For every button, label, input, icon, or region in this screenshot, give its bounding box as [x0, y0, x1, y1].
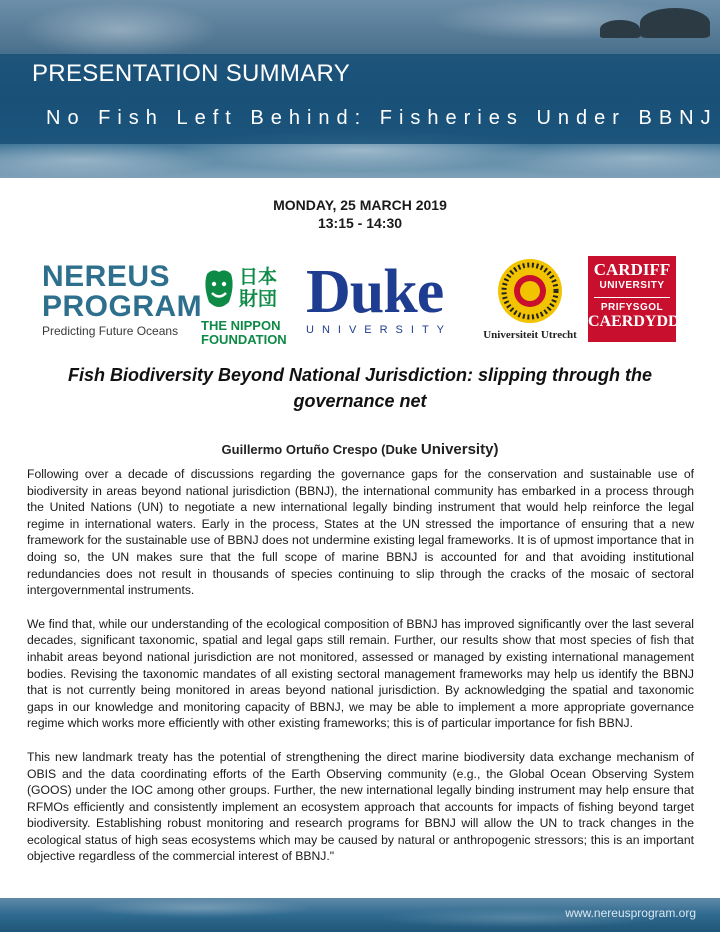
nereus-line1: NEREUS [42, 260, 171, 293]
event-datetime [0, 196, 720, 232]
cardiff-line4: CAERDYDD [588, 313, 680, 330]
rock-shape [640, 8, 710, 38]
cardiff-university-logo [588, 256, 680, 342]
author-name: Guillermo Ortuño Crespo (Duke [221, 442, 421, 457]
rock-shape [600, 20, 640, 38]
cardiff-line1: CARDIFF [593, 260, 671, 279]
utrecht-sun-emblem-icon [497, 258, 563, 324]
nereus-tagline: Predicting Future Oceans [42, 324, 179, 338]
body-paragraph: This new landmark treaty has the potential of strengthening the direct marine biodiversity data exchange mechanism of OBIS and the data coordinating efforts of the Earth Observing community (e.g., the Global Ocean Observing System (GOOS) under the IOC among other groups. Further, the new international legally binding instrument may help ensure that RFMOs efficiently and consistently implement an ecosystem approach that accounts for impacts of fishing beyond target biodiversity. Establishing robust monitoring and research programs for BBNJ will allow the UN to track changes in the ecological status of high seas ecosystems which may be caused by natural or anthropogenic stressors; this is an important objective regardless of the commercial interest of BBNJ." [27, 749, 694, 864]
nippon-kanji: 日本 財団 [239, 266, 278, 310]
article-title: Fish Biodiversity Beyond National Jurisdiction: slipping through the governance net [67, 365, 653, 411]
page-subtitle: No Fish Left Behind: Fisheries Under BBNJ [46, 107, 718, 129]
article-author [0, 441, 720, 458]
nippon-line1: THE NIPPON [201, 318, 281, 333]
body-paragraph: Following over a decade of discussions regarding the governance gaps for the conservation and sustainable use of biodiversity in areas beyond national jurisdiction (BBNJ), the international community has embarked in a process through the United Nations (UN) to negotiate a new international legally binding instrument that would help reinforce the legal regime in international waters. Early in the process, States at the UN stressed the importance of ensuring that a new framework for the sustainable use of BBNJ does not undermine existing legal frameworks. It is of upmost importance that in doing so, the UN makes sure that the full scope of marine BBNJ is accounted for and that avoiding institutional redundancies does not result in thousands of species continuing to slip through the cracks of the mosaic of sectoral intergovernmental instruments. [27, 467, 694, 598]
duke-university-label: UNIVERSITY [306, 324, 453, 336]
nippon-line2: FOUNDATION [201, 332, 287, 347]
cardiff-divider [594, 297, 670, 298]
nippon-foundation-logo [201, 264, 291, 347]
body-paragraph: We find that, while our understanding of the ecological composition of BBNJ has improved significantly over the last several decades, significant taxonomic, spatial and legal gaps still remain. Further, our results show that most species of fish that inhabit areas beyond national jurisdiction are not monitored, assessed or managed by existing international management bodies. Revising the taxonomic mandates of all existing sectoral management frameworks may help us identify the BBNJ that is not currently being monitored in areas beyond national jurisdiction. By acknowledging the spatial and taxonomic gaps in our knowledge and monitoring capacity of BBNJ, we may be able to implement a more appropriate governance regime which works more efficiently with other existing frameworks; this is of particular importance for fish BBNJ. [27, 616, 694, 731]
article-body [27, 466, 694, 882]
page-title: PRESENTATION SUMMARY [32, 60, 351, 87]
event-date: MONDAY, 25 MARCH 2019 [273, 197, 447, 213]
author-affiliation: University) [420, 441, 499, 458]
website-link[interactable]: www.nereusprogram.org [565, 906, 696, 920]
header-banner [0, 0, 720, 178]
footer-banner [0, 898, 720, 932]
nereus-line2: PROGRAM [42, 290, 203, 323]
event-time: 13:15 - 14:30 [317, 215, 403, 231]
cardiff-line2: UNIVERSITY [599, 280, 665, 291]
duke-university-logo [306, 258, 453, 336]
duke-wordmark: Duke [306, 258, 444, 326]
partner-logos [0, 256, 720, 346]
cardiff-line3: PRIFYSGOL [600, 302, 664, 313]
nereus-logo [42, 262, 202, 338]
utrecht-label: Universiteit Utrecht [483, 329, 577, 341]
utrecht-university-logo [474, 258, 586, 341]
